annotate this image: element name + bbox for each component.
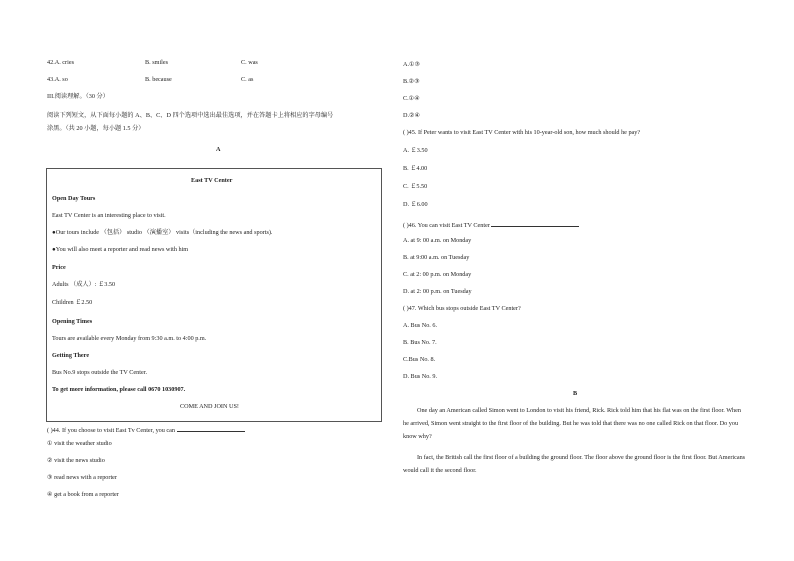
q46-stem: ( )46. You can visit East TV Center [403, 220, 579, 229]
q46-blank [491, 220, 579, 227]
section-title: III.阅读理解。（30 分） [47, 93, 109, 100]
q42-option-a: 42.A. cries [47, 59, 74, 66]
price-children: Children ￡2.50 [52, 299, 93, 306]
q44-choice-c: C.①④ [403, 95, 420, 102]
more-info: To get more information, please call 0670 1030907. [52, 386, 186, 393]
notice-bullet-1: ●Our tours include （包括） studio （演播室） visits（including the news and sports). [52, 229, 273, 236]
q44-choice-b: B.②③ [403, 78, 420, 85]
q45-option-c: C. ￡5.50 [403, 183, 428, 190]
open-day-heading: Open Day Tours [52, 195, 96, 202]
passage-b-paragraph-1: One day an American called Simon went to London to visit his friend, Rick. Rick told him that his flat was on the first floor. When he arrived, Simon went straight to the first floor of the building. But he was told that there was no one called Rick on that floor. Do you know why? [403, 407, 741, 440]
q46-option-d: D. at 2: 00 p.m. on Tuesday [403, 288, 472, 295]
q44-option-2: ② visit the news studio [47, 457, 105, 464]
q42-option-b: B. smiles [145, 59, 169, 66]
q44-option-3: ③ read news with a reporter [47, 474, 117, 481]
q44-choice-d: D.②④ [403, 112, 421, 119]
q43-option-a: 43.A. so [47, 76, 68, 83]
q43-option-b: B. because [145, 76, 172, 83]
q46-option-c: C. at 2: 00 p.m. on Monday [403, 271, 472, 278]
price-adults: Adults （成人）: ￡3.50 [52, 281, 116, 288]
q47-option-b: B. Bus No. 7. [403, 339, 437, 346]
q46-option-b: B. at 9:00 a.m. on Tuesday [403, 254, 470, 261]
instruction-line-2: 涂黑。（共 20 小题，每小题 1.5 分） [47, 125, 145, 132]
opening-heading: Opening Times [52, 318, 93, 325]
q47-stem: ( )47. Which bus stops outside East TV Center? [403, 305, 521, 312]
q44-blank [177, 425, 245, 432]
q46-option-a: A. at 9: 00 a.m. on Monday [403, 237, 472, 244]
passage-b-label: B [573, 390, 578, 397]
notice-title: East TV Center [191, 177, 233, 184]
q44-option-1: ① visit the weather studio [47, 440, 112, 447]
q44-choice-a: A.①③ [403, 61, 421, 68]
notice-intro: East TV Center is an interesting place to visit. [52, 212, 166, 219]
q45-option-b: B. ￡4.00 [403, 165, 428, 172]
q45-stem: ( )45. If Peter wants to visit East TV Center with his 10-year-old son, how much should he pay? [403, 129, 641, 136]
q45-option-d: D. ￡6.00 [403, 201, 428, 208]
passage-b-paragraph-2: In fact, the British call the first floor of a building the ground floor. The floor above the ground floor is the first floor. But Americans would call it the second floor. [403, 454, 746, 474]
passage-a-label: A [216, 146, 221, 153]
opening-text: Tours are available every Monday from 9:30 a.m. to 4:00 p.m. [52, 335, 207, 342]
q45-option-a: A. ￡3.50 [403, 147, 428, 154]
q43-option-c: C. as [241, 76, 254, 83]
notice-closing: COME AND JOIN US! [180, 403, 239, 410]
price-heading: Price [52, 264, 66, 271]
q44-stem: ( )44. If you choose to visit East Tv Center, you can [47, 425, 245, 434]
getting-heading: Getting There [52, 352, 90, 359]
getting-text: Bus No.9 stops outside the TV Center. [52, 369, 147, 376]
notice-bullet-2: ●You will also meet a reporter and read news with him [52, 246, 189, 253]
q47-option-c: C.Bus No. 8. [403, 356, 436, 363]
q42-option-c: C. was [241, 59, 258, 66]
notice-box [46, 168, 382, 422]
q44-option-4: ④ get a book from a reporter [47, 491, 119, 498]
instruction-line-1: 阅读下列短文，从下面每小题的 A、B、C、D 四个选项中选出最佳选项，并在答题卡上将相应的字母编号 [47, 112, 334, 119]
q47-option-d: D. Bus No. 9. [403, 373, 438, 380]
q47-option-a: A. Bus No. 6. [403, 322, 438, 329]
